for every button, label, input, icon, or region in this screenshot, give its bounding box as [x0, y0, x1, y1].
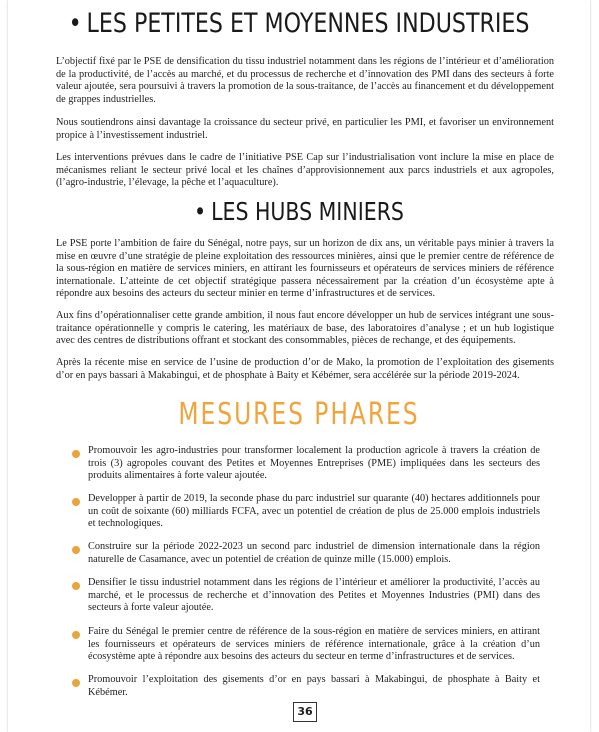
section-title-pmi — [60, 8, 537, 39]
list-item: Construire sur la période 2022-2023 un second parc industriel de dimension internationale dans la région naturelle de Casamance, avec un potentiel de création de quinze mille (15.000) emplois. — [88, 541, 540, 565]
paragraph: Après la récente mise en service de l’usine de production d’or de Mako, la promotion de l’exploitation des gisements d’or en pays bassari à Makabingui, et de phosphate à Baity et Kébémer, sera accélérée sur la période 2019-2024. — [56, 357, 554, 381]
title-bullet: • — [68, 8, 82, 39]
section-title-text: LES HUBS MINIERS — [211, 197, 404, 226]
paragraph: Aux fins d’opérationnaliser cette grande ambition, il nous faut encore développer un hub de services intégrant une sous-traitance opérationnelle y compris le catering, les matériaux de base, des laboratoires d’analyse ; et un hub logistique avec des centres de distributions offrant et stockant des consommables, pièces de rechange, et des équipements. — [56, 310, 554, 347]
title-bullet: • — [194, 197, 207, 226]
list-item: Faire du Sénégal le premier centre de référence de la sous-région en matière de services miniers, en attirant les fournisseurs et opérateurs de services miniers de référence internationale, grâce à la création d’un écosystème apte à répondre aux besoins des acteurs du secteur en terme d’infrastructures et de services. — [88, 626, 540, 663]
mesures-phares-title: MESURES PHARES — [178, 397, 420, 432]
list-bullet — [72, 546, 80, 554]
list-bullet — [72, 679, 80, 687]
page-number: 36 — [293, 702, 317, 722]
list-item: Developper à partir de 2019, la seconde phase du parc industriel sur quarante (40) hectares additionnels pour un coût de soixante (60) milliards FCFA, avec un potentiel de création de plus de 25.000 emplois industriels et technologiques. — [88, 493, 540, 530]
paragraph: Les interventions prévues dans le cadre de l’initiative PSE Cap sur l’industrialisation vont inclure la mise en place de mécanismes reliant le secteur privé local et les chaînes d’approvisionnement aux parcs industriels et aux agropoles, (l’agro-industrie, l’élevage, la pêche et l’aquaculture). — [56, 152, 554, 189]
paragraph: L’objectif fixé par le PSE de densification du tissu industriel notamment dans les régions de l’intérieur et d’amélioration de la productivité, de l’accès au marché, et du processus de recherche et d’innovation des PMI dans des secteurs à forte valeur ajoutée, sera poursuivi à travers la promotion de la sous-traitance, de l’accès au financement et du développement de grappes industrielles. — [56, 56, 554, 105]
list-bullet — [72, 582, 80, 590]
list-bullet — [72, 450, 80, 458]
section-title-hubs — [60, 197, 537, 226]
document-page — [8, 0, 590, 732]
paragraph: Nous soutiendrons ainsi davantage la croissance du secteur privé, en particulier les PMI, et favoriser un environnement propice à l’investissement industriel. — [56, 117, 554, 141]
list-item: Densifier le tissu industriel notamment dans les régions de l’intérieur et améliorer la productivité, l’accès au marché, et le processus de recherche et d’innovation des Petites et Moyennes Industries (PMI) dans des secteurs à forte valeur ajoutée. — [88, 577, 540, 614]
list-item: Promouvoir l’exploitation des gisements d’or en pays bassari à Makabingui, de phosphate à Baity et Kébémer. — [88, 674, 540, 698]
paragraph: Le PSE porte l’ambition de faire du Sénégal, notre pays, sur un horizon de dix ans, un véritable pays minier à travers la mise en œuvre d’une stratégie de pleine exploitation des ressources minières, ainsi que le premier centre de référence de la sous-région en matière de services miniers, en attirant les fournisseurs et opérateurs de services miniers de référence internationale. L’atteinte de cet objectif stratégique passera nécessairement par la création d’un écosystème apte à répondre aux besoins des acteurs du secteur minier en terme d’infrastructures et de services. — [56, 238, 554, 300]
list-bullet — [72, 631, 80, 639]
list-bullet — [72, 498, 80, 506]
list-item: Promouvoir les agro-industries pour transformer localement la production agricole à travers la création de trois (3) agropoles couvant des Petites et Moyennes Entreprises (PME) impliquées dans les secteurs des produits alimentaires à forte valeur ajoutée. — [88, 445, 540, 482]
section-title-text: LES PETITES ET MOYENNES INDUSTRIES — [86, 8, 530, 39]
